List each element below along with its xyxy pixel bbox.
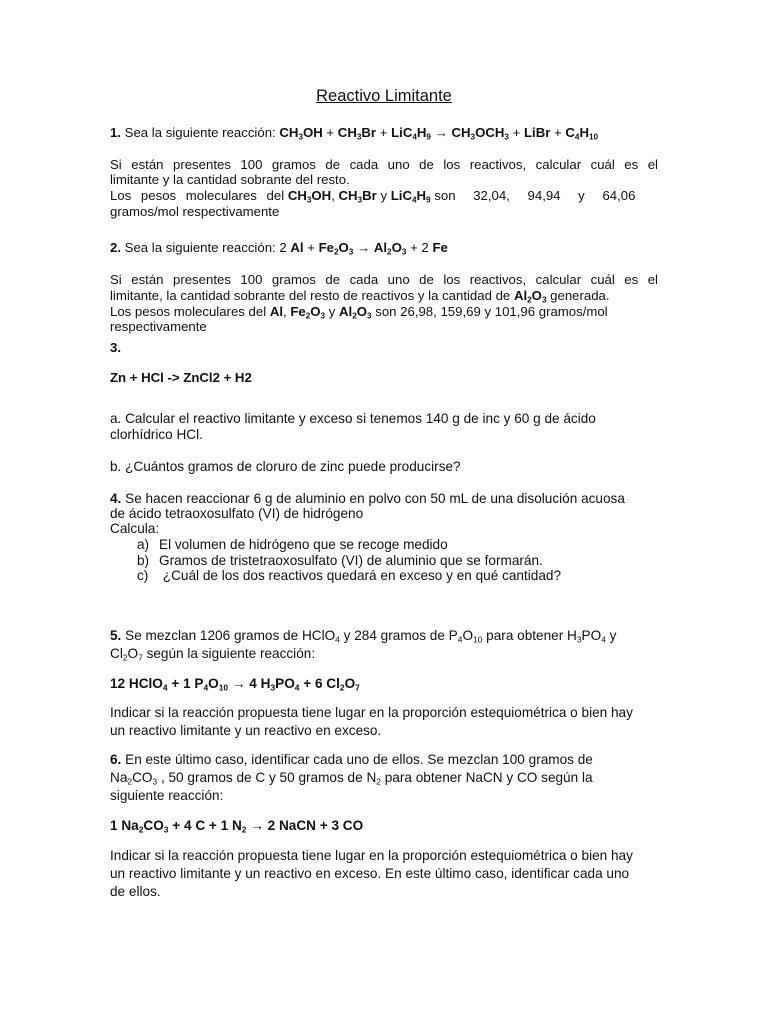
problem-1-heading: 1. Sea la siguiente reacción: $CH_3OH + CH_3Br + LiC_4H_9 \to CH_3OCH_3$ + LiBr + $C_4H_{10}$ [110,125,599,142]
problem-1-text: limitante y la cantidad sobrante del resto. [110,172,350,187]
page-title: Reactivo Limitante [316,87,452,105]
problem-6-number: 6. [110,752,122,767]
problem-3-question-a: clorhídrico HCl. [110,427,203,442]
problem-1-text: Si están presentes 100 gramos de cada uno de los reactivos, calcular cuál es el [110,157,658,172]
list-item: a) El volumen de hidrógeno que se recoge medido [137,537,448,552]
problem-6-heading: 6. En este último caso, identificar cada uno de ellos. Se mezclan 100 gramos de [110,752,593,767]
problem-3-equation: Zn + HCl -> ZnCl2 + H2 [110,370,252,385]
problem-5-text: $Cl_2O_7$ según la siguiente reacción: [110,646,316,663]
problem-2-intro: Sea la siguiente reacción: 2 [124,240,287,255]
problem-4-heading: 4. Se hacen reaccionar 6 g de aluminio en polvo con 50 mL de una disolución acuosa [110,491,625,506]
problem-2-weights: Los pesos moleculares del Al, $Fe_2O_3$ y $Al_2O_3$ son 26,98, 159,69 y 101,96 gramos/mol [110,304,608,321]
problem-1-intro: Sea la siguiente reacción: [124,125,276,140]
problem-6-text: siguiente reacción: [110,788,224,803]
problem-6-note: Indicar si la reacción propuesta tiene lugar en la proporción estequiométrica o bien hay [110,848,633,863]
problem-1-number: 1. [110,125,121,140]
problem-4-text: de ácido tetraoxosulfato (VI) de hidrógeno [110,506,364,521]
problem-2-text: Si están presentes 100 gramos de cada uno de los reactivos, calcular cuál es el [110,272,658,287]
problem-6-note: un reactivo limitante y un reactivo en exceso. En este último caso, identificar cada uno [110,866,630,881]
problem-5-heading: 5. Se mezclan 1206 gramos de HClO$_4$ y 284 gramos de $P_4O_{10}$ para obtener $H_3PO_4$ y [110,628,617,645]
problem-2-number: 2. [110,240,121,255]
problem-1-reaction: $CH_3OH$ [279,125,323,142]
problem-1-weights: Los pesos moleculares del $CH_3OH$, $CH_3Br$ y $LiC_4H_9$ son 32,04, 94,94 y 64,06 [110,188,636,205]
problem-3-question-b: b. ¿Cuántos gramos de cloruro de zinc puede producirse? [110,459,461,474]
problem-2-heading: 2. Sea la siguiente reacción: 2 $Al + Fe_2O_3 \to Al_2O_3 + 2$ Fe [110,240,448,257]
problem-6-text: $Na_2CO_3$ , 50 gramos de C y 50 gramos de $N_2$ para obtener NaCN y CO según la [110,770,593,787]
problem-5-equation: 12 HClO$_4$ + 1 $P_4O_{10} \to 4$ $H_3PO_4 + 6$ $Cl_2O_7$ [110,676,360,693]
problem-2-reaction: Al [290,240,304,255]
problem-5-note: Indicar si la reacción propuesta tiene lugar en la proporción estequiométrica o bien hay [110,705,633,720]
problem-4-text: Calcula: [110,521,160,536]
problem-2-text: limitante, la cantidad sobrante del resto de reactivos y la cantidad de $Al_2O_3$ generada. [110,288,610,305]
problem-4-number: 4. [110,491,122,506]
problem-5-number: 5. [110,628,122,643]
problem-3-number: 3. [110,340,121,355]
problem-3-question-a: a. Calcular el reactivo limitante y exceso si tenemos 140 g de inc y 60 g de ácido [110,411,596,426]
list-item: c) ¿Cuál de los dos reactivos quedará en exceso y en qué cantidad? [137,568,562,583]
problem-1-text: gramos/mol respectivamente [110,204,280,219]
problem-2-text: respectivamente [110,319,207,334]
problem-6-note: de ellos. [110,884,161,899]
problem-5-note: un reactivo limitante y un reactivo en exceso. [110,723,382,738]
list-item: b) Gramos de tristetraoxosulfato (VI) de aluminio que se formarán. [137,553,543,568]
problem-6-equation: 1 $Na_2CO_3 + 4$ C + 1 $N_2 \to 2$ NaCN + 3 CO [110,818,364,835]
